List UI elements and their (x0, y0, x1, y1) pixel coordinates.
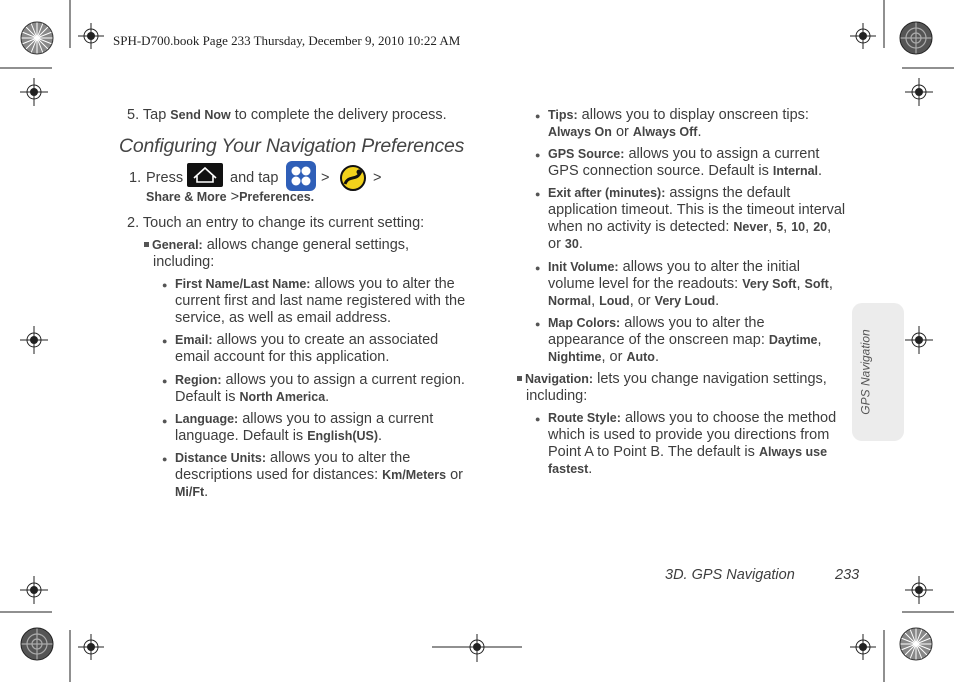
item-text: current first and last name registered with the (175, 293, 466, 309)
default-value: Internal (772, 164, 819, 178)
punctuation: , (805, 219, 814, 235)
item-text: assigns the default (665, 185, 791, 201)
step-number: 2. (127, 215, 140, 231)
navigation-item-cont: including: (526, 388, 588, 404)
bullet-icon: ● (162, 376, 168, 386)
bold-term: Send Now (170, 108, 231, 122)
home-key-icon (187, 163, 223, 187)
radial-target (899, 21, 933, 55)
punctuation: , (817, 332, 822, 348)
item-text: descriptions used for distances: (175, 467, 383, 483)
item-text: or (446, 467, 463, 483)
registration-mark (905, 78, 933, 106)
registration-mark (905, 576, 933, 604)
punctuation: , (591, 293, 600, 309)
item-text: allows you to alter the (620, 315, 765, 331)
bullet-icon: ● (535, 319, 541, 329)
option-value: Normal (548, 294, 592, 308)
item-text: allows you to assign a current (238, 411, 434, 427)
bullet-icon: ● (162, 454, 168, 464)
square-bullet-icon (517, 376, 522, 381)
punctuation: , (768, 219, 777, 235)
bullet-icon: ● (162, 416, 168, 426)
gps-source-item (548, 146, 822, 180)
option-value: 30 (564, 237, 579, 251)
bold-term: Tips: (548, 108, 578, 122)
general-item (144, 237, 409, 254)
option-value: Mi/Ft (175, 485, 205, 499)
registration-mark (432, 632, 522, 662)
registration-mark (850, 23, 876, 49)
bold-term: Region: (175, 373, 222, 387)
option-value: Very Soft (742, 277, 797, 291)
exit-after-item (548, 185, 845, 253)
option-value: Auto (626, 350, 655, 364)
option-value: Nightime (548, 350, 602, 364)
bullet-icon: ● (535, 263, 541, 273)
default-value: North America (239, 390, 326, 404)
bold-term: Route Style: (548, 411, 621, 425)
punctuation: , (828, 276, 833, 292)
tips-item (548, 107, 809, 141)
punctuation: , or (601, 349, 627, 365)
bold-term: Share & More (146, 190, 227, 204)
item-text: when no activity is detected: (548, 219, 734, 235)
bullet-icon: ● (535, 414, 541, 424)
step-text: Touch an entry to change its current setting: (142, 215, 425, 231)
punctuation: , (796, 276, 805, 292)
navigation-app-icon (339, 164, 367, 192)
punctuation: , or (629, 293, 655, 309)
radial-target (899, 627, 933, 661)
language-item (175, 411, 433, 445)
item-text: allows change general settings, (202, 237, 410, 253)
option-value: Never (733, 220, 769, 234)
radial-target (20, 21, 54, 55)
registration-mark (905, 326, 933, 354)
registration-mark (20, 78, 48, 106)
item-text: GPS connection source. Default is (548, 163, 773, 179)
step-2 (127, 215, 424, 232)
default-value: Always use (758, 445, 828, 459)
registration-mark (20, 576, 48, 604)
step-1-gt: > (321, 170, 330, 186)
punctuation: . (715, 293, 720, 309)
general-item-cont: including: (153, 254, 215, 270)
registration-mark (78, 23, 104, 49)
option-value: Loud (599, 294, 630, 308)
registration-mark (78, 634, 104, 660)
item-text: or (611, 124, 633, 140)
step-1-press: Press (146, 170, 184, 186)
bold-term: Exit after (minutes): (548, 186, 666, 200)
option-value: Very Loud (654, 294, 716, 308)
item-text: application timeout. This is the timeout interval (548, 202, 846, 218)
step-1-gt: > (373, 170, 382, 186)
item-text: allows you to assign a current (624, 146, 820, 162)
bold-term: Preferences. (239, 190, 315, 204)
step-1-number: 1. (129, 170, 142, 186)
bold-term: First Name/Last Name: (175, 277, 311, 291)
punctuation: . (204, 484, 209, 500)
item-text: Default is (175, 389, 240, 405)
option-value: 10 (791, 220, 806, 234)
item-text: allows you to display onscreen tips: (577, 107, 809, 123)
item-text: lets you change navigation settings, (593, 371, 827, 387)
gt-symbol: > (230, 189, 240, 205)
map-colors-item (548, 315, 822, 366)
bold-term: Navigation: (525, 372, 594, 386)
step-text: to complete the delivery process. (230, 107, 447, 123)
item-text: service, as well as email address. (175, 310, 391, 326)
side-tab-label-wrap (806, 329, 926, 415)
step-1-and-tap: and tap (230, 170, 279, 186)
side-tab-label: GPS Navigation (858, 329, 873, 415)
item-text: email account for this application. (175, 349, 390, 365)
default-value: English(US) (307, 429, 379, 443)
punctuation: . (578, 236, 583, 252)
bullet-icon: ● (162, 336, 168, 346)
punctuation: . (818, 163, 823, 179)
option-value: Always Off (632, 125, 698, 139)
bold-term: General: (152, 238, 203, 252)
navigation-item (517, 371, 827, 388)
bold-term: Language: (175, 412, 239, 426)
item-text: allows you to alter the (266, 450, 411, 466)
bullet-icon: ● (535, 150, 541, 160)
item-text: allows you to alter the initial (618, 259, 800, 275)
punctuation: . (697, 124, 702, 140)
step-text: Tap (142, 107, 171, 123)
item-text: allows you to choose the method (620, 410, 837, 426)
page-number: 233 (835, 567, 860, 583)
section-title: Configuring Your Navigation Preferences (119, 135, 465, 157)
option-value: Daytime (768, 333, 818, 347)
email-item (175, 332, 438, 366)
init-volume-item (548, 259, 833, 310)
radial-target (20, 627, 54, 661)
registration-mark (850, 634, 876, 660)
punctuation: . (588, 461, 593, 477)
item-text: appearance of the onscreen map: (548, 332, 769, 348)
item-text: which is used to provide you directions from (548, 427, 830, 443)
bold-term: Map Colors: (548, 316, 621, 330)
route-style-item (548, 410, 836, 478)
bold-term: Distance Units: (175, 451, 266, 465)
bullet-icon: ● (162, 280, 168, 290)
punctuation: . (654, 349, 659, 365)
square-bullet-icon (144, 242, 149, 247)
step-5 (127, 107, 447, 124)
option-value: Km/Meters (382, 468, 447, 482)
bold-term: Init Volume: (548, 260, 619, 274)
item-text: allows you to assign a current region. (221, 372, 465, 388)
registration-mark (20, 326, 48, 354)
region-item (175, 372, 465, 406)
print-header: SPH-D700.book Page 233 Thursday, December 9, 2010 10:22 AM (113, 33, 461, 48)
item-text: language. Default is (175, 428, 308, 444)
item-text: or (548, 236, 565, 252)
bold-term: GPS Source: (548, 147, 625, 161)
step-1-line2 (146, 189, 314, 206)
item-text: allows you to alter the (310, 276, 455, 292)
option-value: Always On (548, 125, 612, 139)
first-name-item (175, 276, 465, 327)
item-text: Point A to Point B. The default is (548, 444, 759, 460)
option-value: 20 (813, 220, 828, 234)
punctuation: , (783, 219, 792, 235)
item-text: allows you to create an associated (212, 332, 439, 348)
default-value: fastest (548, 462, 589, 476)
bullet-icon: ● (535, 111, 541, 121)
punctuation: , (827, 219, 832, 235)
item-text: volume level for the readouts: (548, 276, 743, 292)
apps-grid-icon (286, 161, 316, 191)
option-value: 5 (776, 220, 784, 234)
option-value: Soft (804, 277, 829, 291)
punctuation: . (378, 428, 383, 444)
punctuation: . (325, 389, 330, 405)
bullet-icon: ● (535, 189, 541, 199)
step-number: 5. (127, 107, 140, 123)
footer-chapter: 3D. GPS Navigation (665, 567, 795, 583)
bold-term: Email: (175, 333, 213, 347)
distance-units-item (175, 450, 463, 501)
